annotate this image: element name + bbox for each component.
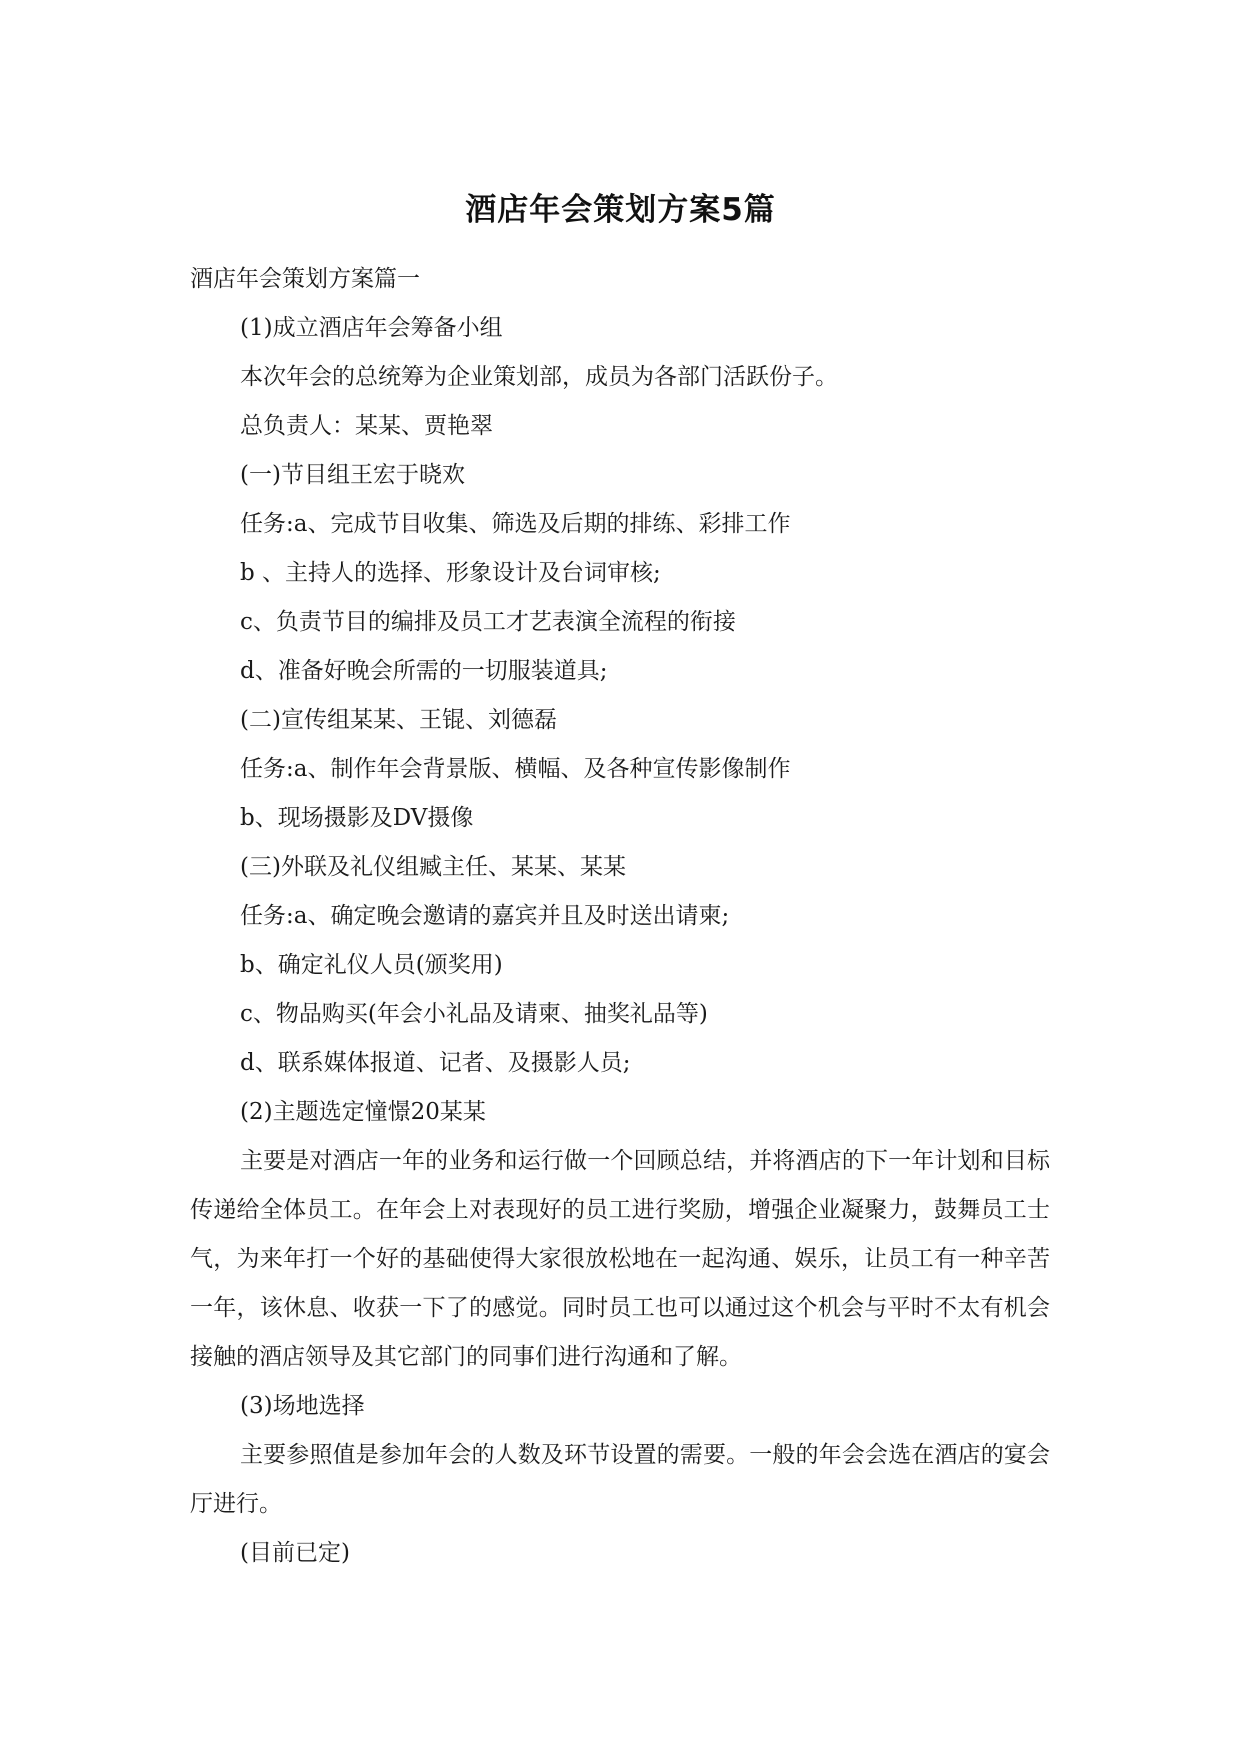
body-line: 本次年会的总统筹为企业策划部，成员为各部门活跃份子。 <box>240 364 838 390</box>
body-line: (3)场地选择 <box>240 1393 365 1419</box>
body-line: (目前已定) <box>240 1540 350 1566</box>
body-line: (一)节目组王宏于晓欢 <box>240 462 465 488</box>
body-line: c、负责节目的编排及员工才艺表演全流程的衔接 <box>240 609 736 635</box>
body-line: c、物品购买(年会小礼品及请柬、抽奖礼品等) <box>240 1001 708 1027</box>
body-paragraph: 主要是对酒店一年的业务和运行做一个回顾总结，并将酒店的下一年计划和目标传递给全体员工。在年会上对表现好的员工进行奖励，增强企业凝聚力，鼓舞员工士气，为来年打一个好的基础使得大家很放松地在一起沟通、娱乐，让员工有一种辛苦一年，该休息、收获一下了的感觉。同时员工也可以通过这个机会与平时不太有机会接触的酒店领导及其它部门的同事们进行沟通和了解。 <box>190 1148 1050 1370</box>
body-line: b、现场摄影及DV摄像 <box>240 805 474 831</box>
body-paragraph: 主要参照值是参加年会的人数及环节设置的需要。一般的年会会选在酒店的宴会厅进行。 <box>190 1442 1050 1517</box>
body-line: 总负责人：某某、贾艳翠 <box>240 413 493 439</box>
body-line: d、联系媒体报道、记者、及摄影人员; <box>240 1050 631 1076</box>
body-line: (三)外联及礼仪组臧主任、某某、某某 <box>240 854 626 880</box>
section-heading: 酒店年会策划方案篇一 <box>190 266 420 292</box>
document-body <box>190 255 1050 1578</box>
body-line: 任务:a、完成节目收集、筛选及后期的排练、彩排工作 <box>240 511 791 537</box>
body-line: d、准备好晚会所需的一切服装道具; <box>240 658 608 684</box>
body-line: 任务:a、制作年会背景版、横幅、及各种宣传影像制作 <box>240 756 791 782</box>
document-title: 酒店年会策划方案5篇 <box>465 192 776 228</box>
body-line: b 、主持人的选择、形象设计及台词审核; <box>240 560 661 586</box>
body-line: (2)主题选定憧憬20某某 <box>240 1099 486 1125</box>
body-line: (1)成立酒店年会筹备小组 <box>240 315 503 341</box>
body-line: b、确定礼仪人员(颁奖用) <box>240 952 503 978</box>
body-line: 任务:a、确定晚会邀请的嘉宾并且及时送出请柬; <box>240 903 730 929</box>
body-line: (二)宣传组某某、王锟、刘德磊 <box>240 707 557 733</box>
